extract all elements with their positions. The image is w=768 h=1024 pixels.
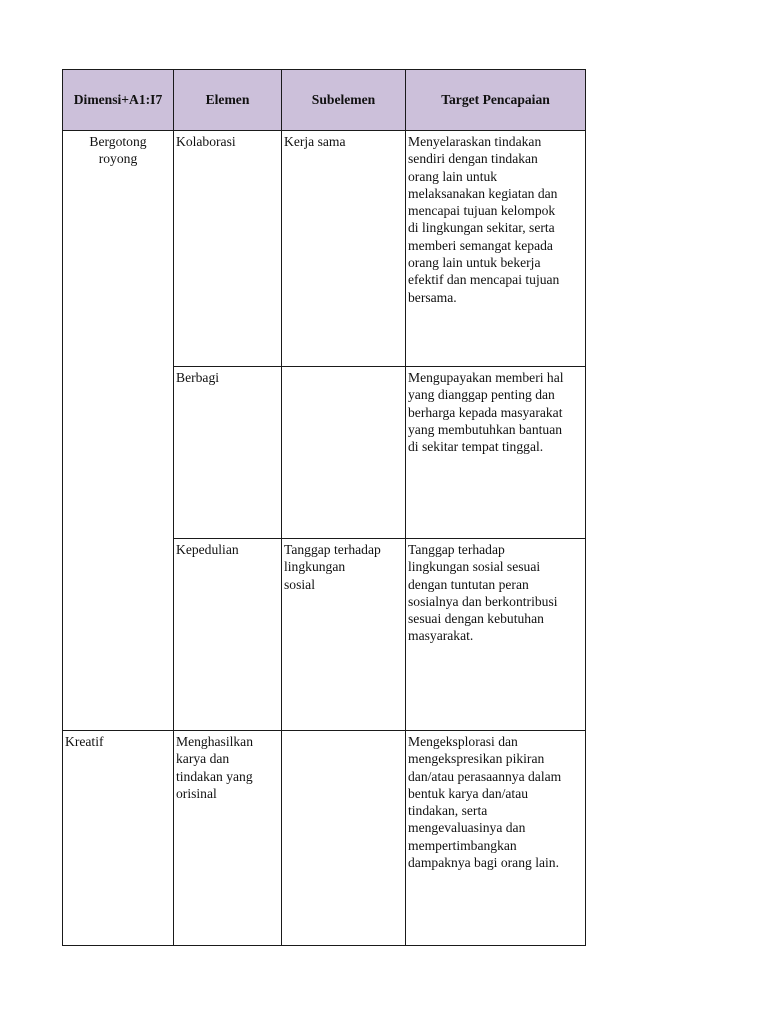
target-text: Mengupayakan memberi hal yang dianggap penting dan berharga kepada masyarakat yang membutuhkan bantuan di sekitar tempat tinggal.	[408, 370, 564, 455]
cell-target	[406, 367, 586, 539]
cell-target	[406, 539, 586, 731]
cell-subelemen	[282, 131, 406, 367]
subelemen-text	[282, 731, 405, 733]
profile-table	[62, 69, 586, 946]
cell-elemen	[174, 731, 282, 946]
cell-elemen	[174, 539, 282, 731]
cell-elemen	[174, 367, 282, 539]
cell-target	[406, 731, 586, 946]
elemen-text: Kolaborasi	[176, 134, 236, 149]
header-target-pencapaian: Target Pencapaian	[406, 70, 586, 131]
dimensi-text: Bergotong royong	[89, 134, 147, 167]
table-row	[63, 731, 586, 946]
cell-target	[406, 131, 586, 367]
cell-dimensi	[63, 131, 174, 731]
target-text: Tanggap terhadap lingkungan sosial sesuai dengan tuntutan peran sosialnya dan berkontribusi sesuai dengan kebutuhan masyarakat.	[408, 542, 558, 644]
cell-subelemen	[282, 367, 406, 539]
cell-subelemen	[282, 539, 406, 731]
header-elemen: Elemen	[174, 70, 282, 131]
subelemen-text: Tanggap terhadap lingkungan sosial	[284, 542, 381, 592]
cell-elemen	[174, 131, 282, 367]
header-row	[63, 70, 586, 131]
target-text: Menyelaraskan tindakan sendiri dengan tindakan orang lain untuk melaksanakan kegiatan dan mencapai tujuan kelompok di lingkungan sekitar, serta memberi semangat kepada orang lain untuk bekerja efektif dan mencapai tujuan bersama.	[408, 134, 560, 305]
subelemen-text	[282, 367, 405, 369]
elemen-text: Berbagi	[176, 370, 220, 385]
subelemen-text: Kerja sama	[284, 134, 346, 149]
cell-subelemen	[282, 731, 406, 946]
header-subelemen: Subelemen	[282, 70, 406, 131]
elemen-text: Kepedulian	[176, 542, 239, 557]
cell-dimensi	[63, 731, 174, 946]
elemen-text: Menghasilkan karya dan tindakan yang orisinal	[176, 734, 254, 801]
dimensi-text: Kreatif	[65, 734, 104, 749]
target-text: Mengeksplorasi dan mengekspresikan pikiran dan/atau perasaannya dalam bentuk karya dan/atau tindakan, serta mengevaluasinya dan mempertimbangkan dampaknya bagi orang lain.	[408, 734, 562, 871]
header-dimensi: Dimensi+A1:I7	[63, 70, 174, 131]
table-row	[63, 131, 586, 367]
